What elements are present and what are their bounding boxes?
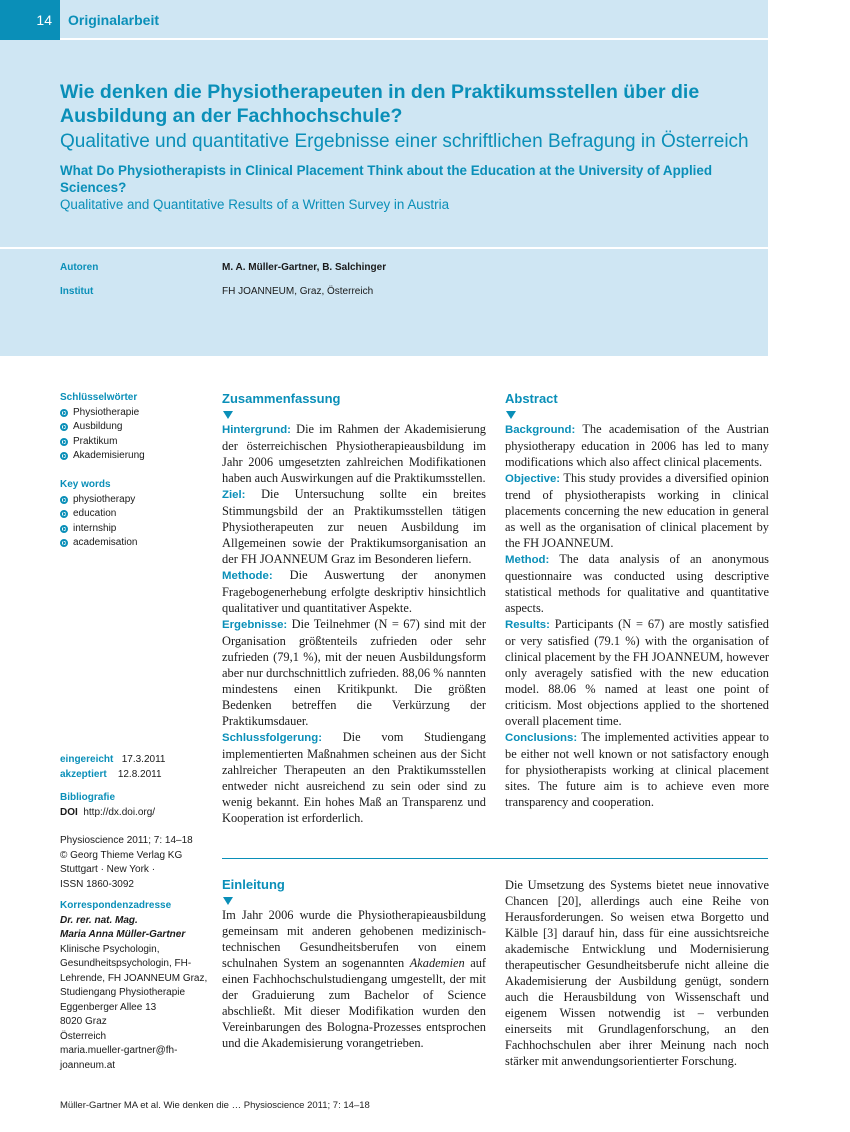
keyword-item: physiotherapy	[60, 493, 210, 508]
keyword-item: Ausbildung	[60, 420, 210, 435]
zusammenfassung-heading: Zusammenfassung	[222, 391, 341, 406]
keywords-en-label: Key words	[60, 479, 111, 490]
corr-name: Maria Anna Müller-Gartner	[60, 929, 186, 940]
corr-line: Österreich	[60, 1030, 107, 1042]
authors: M. A. Müller-Gartner, B. Salchinger	[222, 262, 387, 273]
abstract	[505, 391, 769, 810]
keyword-item: internship	[60, 522, 210, 537]
citation-line: ISSN 1860-3092	[60, 878, 134, 890]
bullet-icon	[60, 423, 68, 431]
top-bar	[0, 0, 768, 40]
submitted-label: eingereicht	[60, 754, 114, 765]
zf-section: Ergebnisse: Die Teilnehmer (N = 67) sind mit der Organisation größtenteils zufrieden oder sehr zufrieden (79,1 %), mit der neuen Ausbildungsform aber nur durchschnittlich zufrieden. 88,06 % nannten mindestens einen Kritikpunkt. Die größten Bedenken betreffen die Verkürzung der Praktikumsdauer.	[222, 617, 486, 728]
citation	[60, 834, 210, 892]
authors-label: Autoren	[60, 262, 99, 273]
einleitung-paragraph: Die Umsetzung des Systems bietet neue innovative Chancen [20], allerdings auch eine Reihe von Herausforderungen. So weisen etwa Borgetto und Kälble [3] darauf hin, dass für eine aussichtsreiche akademische Entwicklung und Modernisierung therapeutischer Gesundheitsberufe nicht alleine die Akademisierung der Ausbildung genügt, sondern auch die Herausbildung von Wissenschaft und eigenem Wissen notwendig ist – verbunden einerseits mit Grundlagenforschung, an den Fachhochschulen aber ihrer Meinung nach noch stärker mit anwendungsorientierter Forschung.	[505, 878, 769, 1068]
bullet-icon	[60, 525, 68, 533]
bullet-icon	[60, 438, 68, 446]
keywords-de	[60, 391, 210, 464]
accepted-date: 12.8.2011	[117, 768, 162, 780]
zf-section: Methode: Die Auswertung der anonymen Fragebogenerhebung erfolgte deskriptiv hinsichtlich qualitativer und quantitativer Aspekte.	[222, 568, 486, 615]
abstract-section: Results: Participants (N = 67) are mostly satisfied or very satisfied (79.1 %) with the organisation of clinical placement by the FH JOANNEUM, however only averagely satisfied with the new education model. 88.06 % named at least one point of criticism. Most objections applied to the shortened overall placement time.	[505, 617, 769, 728]
einleitung-paragraph: Im Jahr 2006 wurde die Physiotherapieausbildung gemeinsam mit anderen gehobenen medizinisch-technischen Gesundheitsberufen von einem schulnahen System an sogenannten Akademien auf einen Fachhochschulstudiengang umgestellt, der mit der Graduierung zum Bachelor of Science abschließt. Mit dieser Modifikation wurden den Vereinbarungen des Bologna-Prozesses entsprochen und die Akademisierung vorangetrieben.	[222, 908, 487, 1050]
corr-line: Studiengang Physiotherapie	[60, 987, 186, 998]
citation-line: © Georg Thieme Verlag KG	[60, 849, 183, 861]
zf-section: Schlussfolgerung: Die vom Studiengang implementierten Maßnahmen scheinen aus der Sicht zahlreicher Therapeuten an den Praktikumsstellen entweder nicht ausreichend zu sein oder sind zu wenig bekannt. Ein hohes Maß an Transparenz und Kooperation ist erforderlich.	[222, 730, 486, 825]
triangle-down-icon	[506, 411, 516, 419]
triangle-down-icon	[223, 411, 233, 419]
header-divider	[0, 247, 768, 249]
correspondence	[60, 899, 210, 1073]
abstract-heading: Abstract	[505, 391, 558, 406]
triangle-down-icon	[223, 897, 233, 905]
abstract-section: Objective: This study provides a diversified opinion trend of physiotherapists working in clinical placements concerning the new education in general as well as the organisation of clinical placement by the FH JOANNEUM.	[505, 471, 770, 550]
email-line[interactable]: maria.mueller-gartner@fh-	[60, 1045, 178, 1056]
subtitle-en: Qualitative and Quantitative Results of a Written Survey in Austria	[60, 197, 450, 212]
zusammenfassung	[222, 391, 486, 826]
subtitle-de: Qualitative und quantitative Ergebnisse einer schriftlichen Befragung in Österreich	[60, 131, 749, 152]
einleitung-continued	[505, 877, 769, 1069]
accepted-label: akzeptiert	[60, 768, 107, 780]
keywords-en	[60, 478, 210, 551]
bullet-icon	[60, 510, 68, 518]
doi-link[interactable]: http://dx.doi.org/	[83, 806, 156, 818]
abstract-section: Method: The data analysis of an anonymous questionnaire was conducted using descriptive statistical methods for qualitative and quantitative aspects.	[505, 552, 769, 615]
einleitung-heading: Einleitung	[222, 877, 285, 892]
corr-line: Gesundheitspsychologin, FH-	[60, 958, 192, 969]
title-en: What Do Physiotherapists in Clinical Placement Think about the Education at the University of Applied Sciences?	[60, 163, 713, 195]
keyword-item: Physiotherapie	[60, 406, 210, 421]
keywords-de-label: Schlüsselwörter	[60, 392, 138, 403]
institute: FH JOANNEUM, Graz, Österreich	[222, 286, 374, 297]
abstract-section: Background: The academisation of the Austrian physiotherapy education in 2006 has led to many modifications which also affect clinical placements.	[505, 422, 769, 469]
einleitung	[222, 877, 486, 1051]
keyword-item: academisation	[60, 536, 210, 551]
title-block	[60, 80, 766, 213]
page-footer: Müller-Gartner MA et al. Wie denken die … Physioscience 2011; 7: 14–18	[60, 1100, 370, 1111]
dates	[60, 753, 210, 782]
doi-label: DOI	[60, 806, 78, 818]
corr-line: Klinische Psychologin,	[60, 943, 160, 955]
corr-title: Dr. rer. nat. Mag.	[60, 914, 138, 926]
zf-section: Hintergrund: Die im Rahmen der Akademisierung der österreichischen Physiotherapieausbildung im Jahr 2006 umgesetzten zahlreichen Modifikationen haben auch Auswirkungen auf die Praktikumsstellen.	[222, 422, 486, 485]
page-number: 14	[0, 0, 60, 40]
bibliography	[60, 791, 210, 820]
bibliography-label: Bibliografie	[60, 792, 116, 803]
bullet-icon	[60, 409, 68, 417]
submitted-date: 17.3.2011	[121, 754, 166, 765]
citation-line: Physioscience 2011; 7: 14–18	[60, 835, 193, 846]
corr-line: 8020 Graz	[60, 1016, 107, 1027]
correspondence-label: Korrespondenzadresse	[60, 900, 172, 911]
institute-label: Institut	[60, 286, 94, 297]
email-line[interactable]: joanneum.at	[60, 1059, 116, 1071]
bullet-icon	[60, 452, 68, 460]
section-divider	[222, 858, 768, 859]
bullet-icon	[60, 496, 68, 504]
corr-line: Eggenberger Allee 13	[60, 1001, 157, 1013]
corr-line: Lehrende, FH JOANNEUM Graz,	[60, 972, 208, 984]
citation-line: Stuttgart · New York ·	[60, 864, 156, 875]
keyword-item: Akademisierung	[60, 449, 210, 464]
zf-section: Ziel: Die Untersuchung sollte ein breites Stimmungsbild der an Praktikumsstellen tätigen Physiotherapeuten zur neuen Ausbildung im Allgemeinen sowie der Praktikumsorganisation an der FH JOANNEUM Graz im Besonderen liefern.	[222, 487, 486, 566]
abstract-section: Conclusions: The implemented activities appear to be either not well known or not satisfactory enough for physiotherapists working at clinical placement sites. The future aim is to achieve even more transparency and cooperation.	[505, 730, 769, 809]
bullet-icon	[60, 539, 68, 547]
title-de: Wie denken die Physiotherapeuten in den Praktikumsstellen über die Ausbildung an der Fachhochschule?	[60, 81, 700, 127]
keyword-item: education	[60, 507, 210, 522]
section-label: Originalarbeit	[68, 12, 160, 28]
keyword-item: Praktikum	[60, 435, 210, 450]
